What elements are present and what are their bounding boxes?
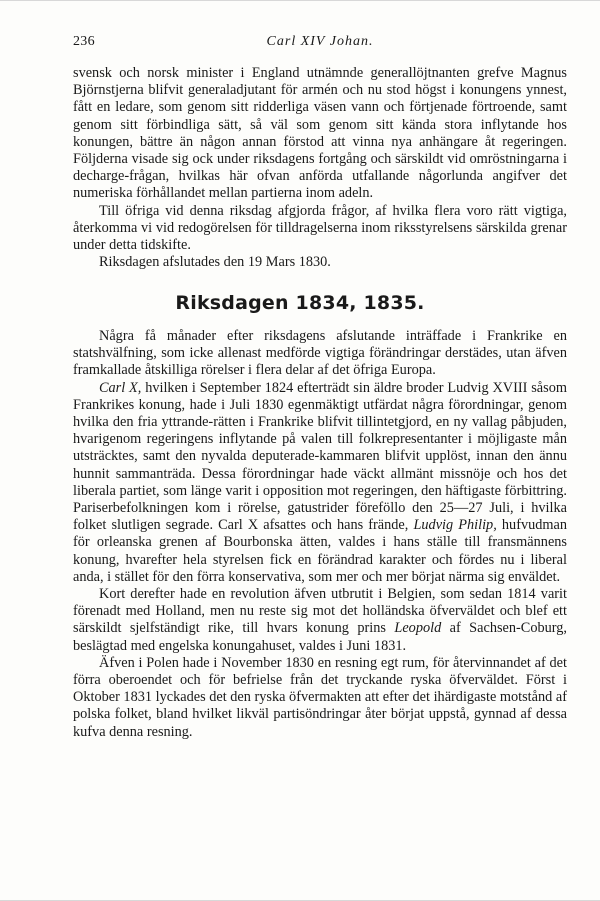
italic-name: Leopold: [394, 620, 442, 637]
paragraph-text: Kort derefter hade en revolution äfven utbrutit i Belgien, som sedan 1814 varit förenadt med Holland, men nu reste sig mot det holländska öfverväldet och blef ett särskildt sjelfständigt rike, till hvars konung prins: [73, 586, 567, 637]
running-title: Carl XIV Johan.: [266, 34, 374, 49]
page-top-edge: [0, 0, 600, 7]
page-number: 236: [73, 34, 95, 49]
paragraph: Äfven i Polen hade i November 1830 en resning egt rum, för återvinnandet af det förra oberoendet och för befrielse från det tryckande ryska öfverväldet. Först i Oktober 1831 lyckades det den ryska öfvermakten att efter det ihärdigaste motstånd af polska folket, bland hvilket likväl partisöndringar åter börjat uppstå, gynnad af dessa kufva denna resning.: [73, 654, 567, 740]
paragraph: [73, 586, 567, 655]
paragraph: Riksdagen afslutades den 19 Mars 1830.: [99, 254, 331, 271]
paragraph: Några få månader efter riksdagens afslutande inträffade i Frankrike en statshvälfning, som icke allenast medförde vigtiga förändringar derstädes, utan äfven framkallade åtskilliga rörelser i flera delar af det öfriga Europa.: [73, 328, 567, 379]
paragraph: svensk och norsk minister i England utnämnde generallöjtnanten grefve Magnus Björnstjerna blifvit generaladjutant för armén och nu stod högst i konungens ynnest, fått en ledare, som genom sitt ridderliga väsen vann och förtjenade förtroende, samt genom sitt förbindliga sätt, så väl som genom sitt kända stora inflytande hos konungen, bättre än någon annan förstod att vinna nya anhängare åt regeringen. Följderna visade sig ock under riksdagens fortgång och särskildt vid omröstningarna i decharge-frågan, hvilkas här ofvan anförda utfallande någorlunda angifver det numeriska förhållandet mellan partierna inom adeln.: [73, 65, 567, 202]
text-block-1: [73, 65, 567, 271]
paragraph-text: af Sachsen-Coburg, beslägtad med engelska konungahuset, valdes i Juni 1831.: [73, 620, 567, 654]
italic-name: Ludvig Philip,: [413, 517, 497, 534]
text-block-2: [73, 328, 567, 741]
italic-name: Carl X,: [99, 379, 142, 396]
running-header: [73, 34, 567, 54]
paragraph-text: hvilken i September 1824 efterträdt sin äldre broder Ludvig XVIII såsom Frankrikes konung, hade i Juli 1830 egenmäktigt utfärdat några förordningar, genom hvilka den fria yttrande-rätten i Frankrike blifvit tillintetgjord, en ny vallag påbjuden, hvarigenom regeringens inflytande på valen till folkrepresentanter i möjligaste mån utsträcktes, samt den nyvalda deputerade-kammaren blifvit upplöst, innan den ännu hunnit sammanträda. Dessa förordningar hade väckt allmänt missnöje och hos det liberala partiet, som länge varit i opposition mot regeringen, den häftigaste förbittring. Pariserbefolkningen kom i rörelse, gatustrider föreföllo den 25—27 Juli, i hvilka folket slutligen segrade. Carl X afsattes och hans frände,: [73, 379, 567, 534]
paragraph: [73, 380, 567, 586]
section-heading: Riksdagen 1834, 1835.: [175, 292, 425, 314]
page-bottom-edge: [0, 896, 600, 901]
paragraph: Till öfriga vid denna riksdag afgjorda frågor, af hvilka flera voro rätt vigtiga, återkomma vi vid redogörelsen för tilldragelserna inom riksstyrelsens särskilda grenar under detta tidskifte.: [73, 202, 567, 254]
paragraph-text: hufvudman för orleanska grenen af Bourbonska ätten, valdes i hans ställe till fransmännens konung, hvarefter hela styrelsen fick en förändrad karakter och fördes nu i liberal anda, i stället för den förra konservativa, som mer och mer börjat närma sig enväldet.: [73, 517, 568, 585]
